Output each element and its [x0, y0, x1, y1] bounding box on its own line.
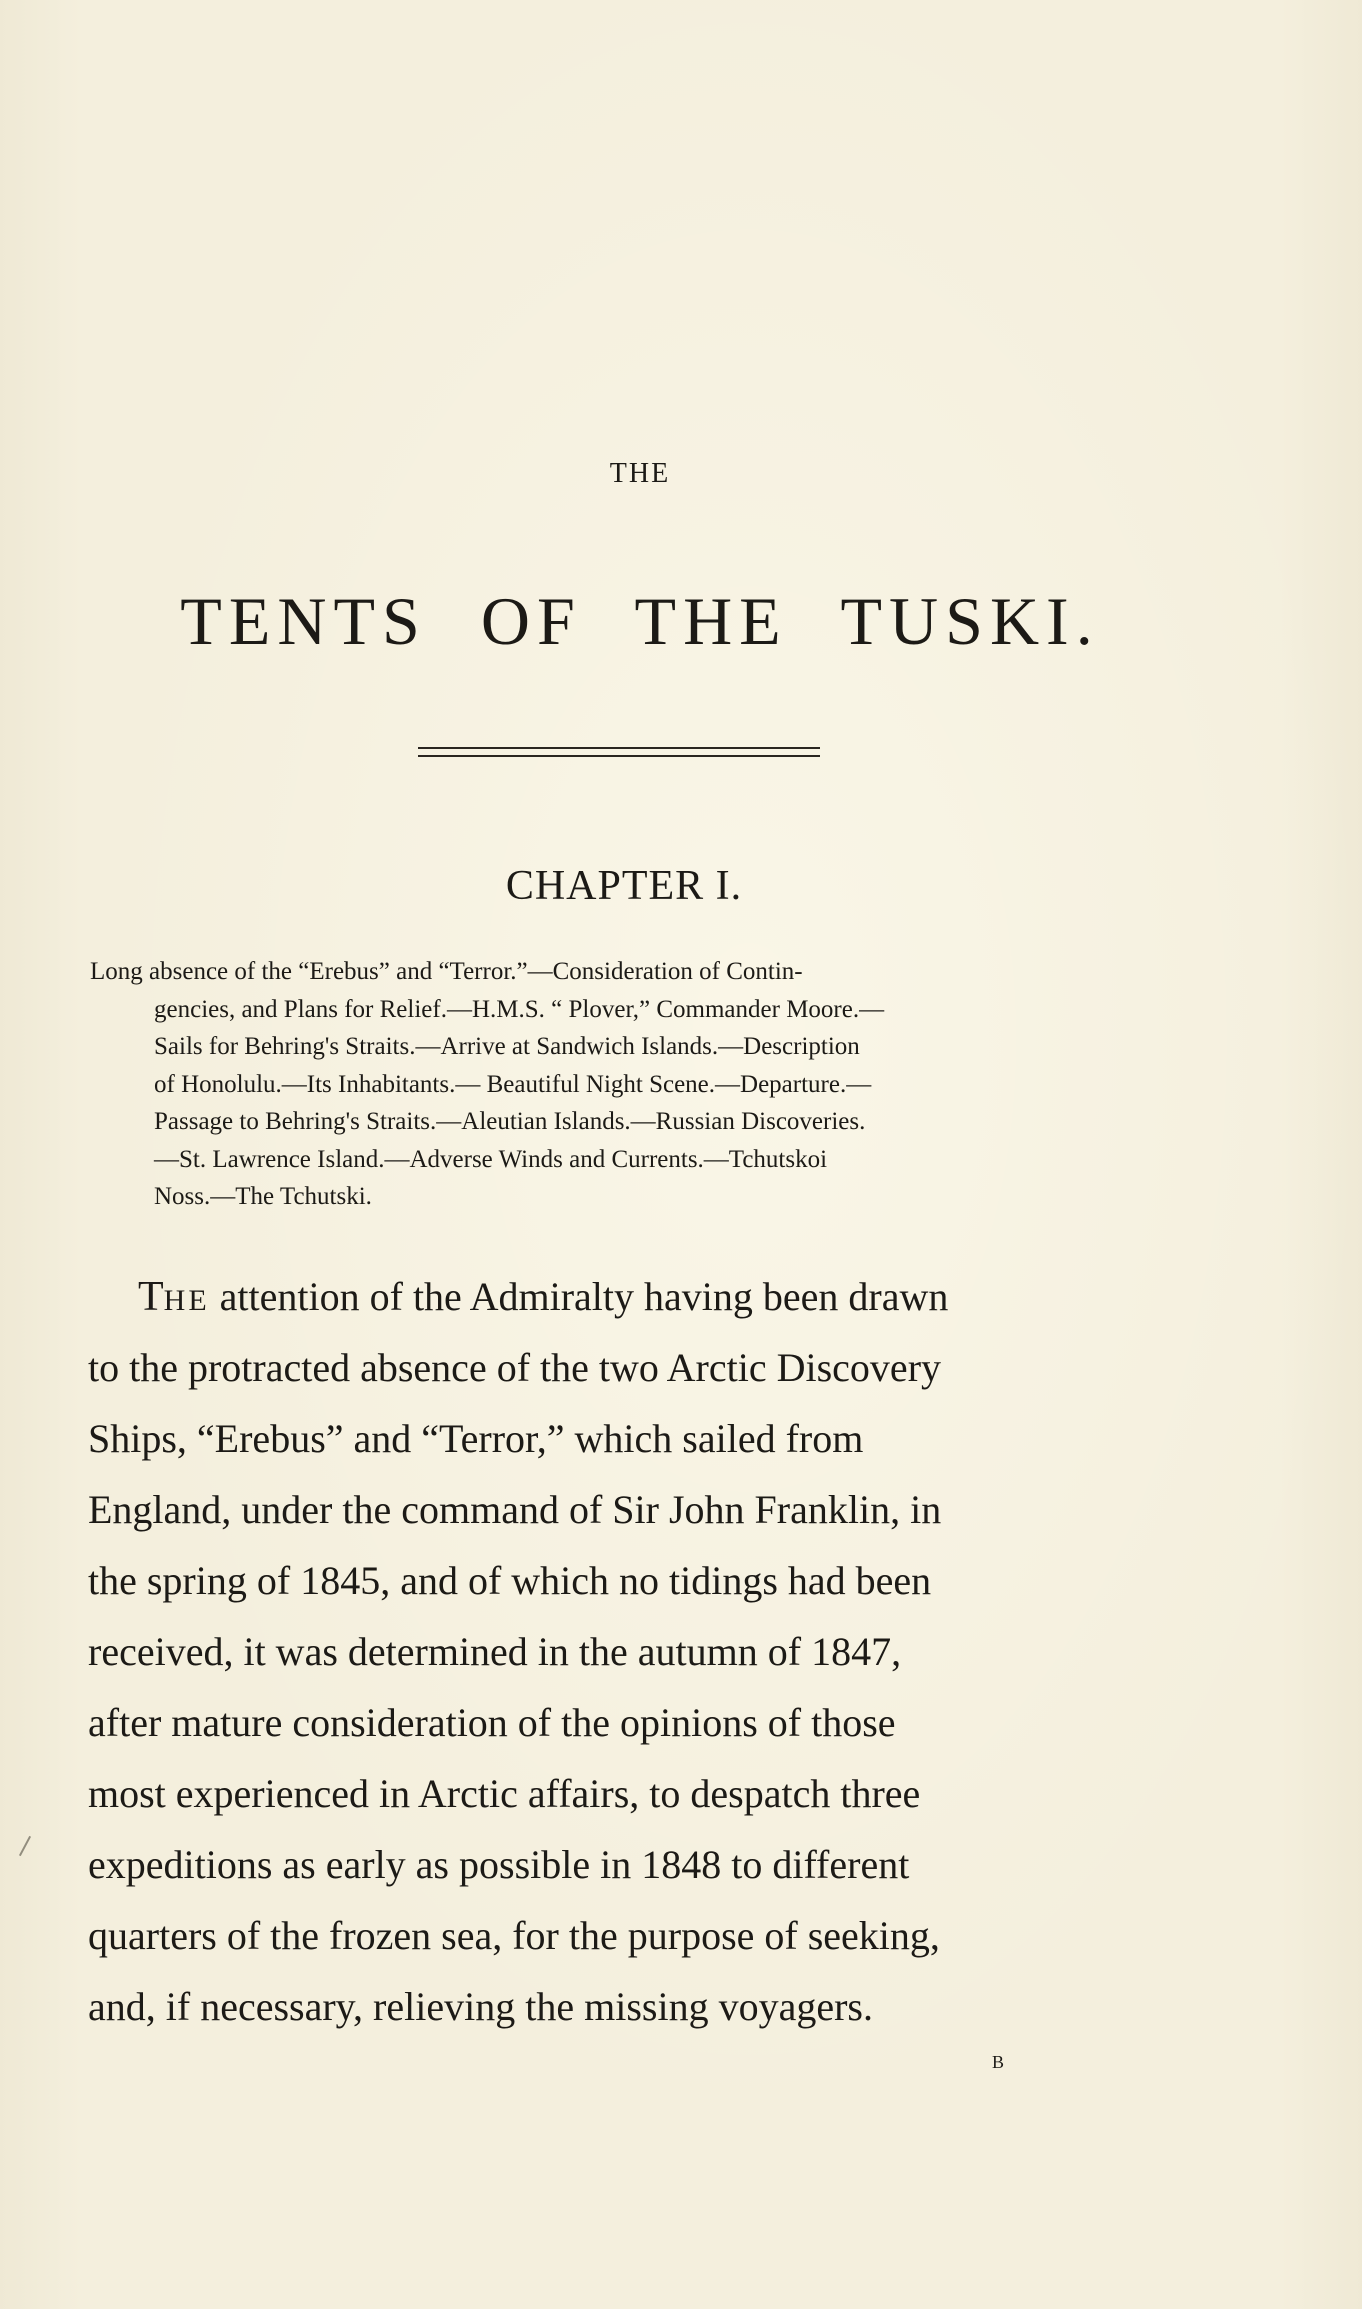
- opening-initial: T: [138, 1274, 164, 1320]
- summary-line: gencies, and Plans for Relief.—H.M.S. “ Plover,” Commander Moore.—: [154, 995, 885, 1023]
- body-line: Ships, “Erebus” and “Terror,” which sailed from: [88, 1416, 864, 1461]
- signature-mark: B: [992, 2052, 1006, 2072]
- body-line: quarters of the frozen sea, for the purpose of seeking,: [88, 1913, 940, 1958]
- title-kicker: THE: [609, 458, 671, 489]
- title-rule-upper: [418, 747, 820, 749]
- summary-line: Noss.—The Tchutski.: [154, 1183, 372, 1210]
- chapter-summary: [90, 953, 1150, 1216]
- summary-line: Passage to Behring's Straits.—Aleutian Islands.—Russian Discoveries.: [154, 1108, 866, 1135]
- body-line: England, under the command of Sir John Franklin, in: [88, 1487, 942, 1532]
- body-line: received, it was determined in the autumn of 1847,: [88, 1629, 902, 1674]
- title-rule-lower: [418, 755, 820, 757]
- summary-line: of Honolulu.—Its Inhabitants.— Beautiful Night Scene.—Departure.—: [154, 1070, 872, 1098]
- opening-smallcaps: HE: [163, 1284, 210, 1317]
- body-paragraph: [88, 1261, 1150, 2042]
- body-line: after mature consideration of the opinions of those: [88, 1700, 896, 1745]
- chapter-heading: CHAPTER I.: [505, 863, 743, 909]
- margin-pencil-mark: [19, 1836, 31, 1856]
- body-line: to the protracted absence of the two Arctic Discovery: [88, 1345, 942, 1390]
- body-line: and, if necessary, relieving the missing voyagers.: [88, 1984, 873, 2029]
- book-title: TENTS OF THE TUSKI.: [180, 583, 1100, 659]
- body-line: the spring of 1845, and of which no tidings had been: [88, 1558, 932, 1603]
- body-line: expeditions as early as possible in 1848 to different: [88, 1842, 910, 1887]
- body-line-first: [88, 1261, 1150, 1332]
- body-line: most experienced in Arctic affairs, to despatch three: [88, 1771, 921, 1816]
- summary-line: Sails for Behring's Straits.—Arrive at Sandwich Islands.—Description: [154, 1033, 860, 1060]
- summary-line: Long absence of the “Erebus” and “Terror.”—Consideration of Contin-: [90, 958, 803, 985]
- summary-line: —St. Lawrence Island.—Adverse Winds and Currents.—Tchutskoi: [154, 1145, 828, 1173]
- body-line-text: attention of the Admiralty having been drawn: [209, 1274, 949, 1319]
